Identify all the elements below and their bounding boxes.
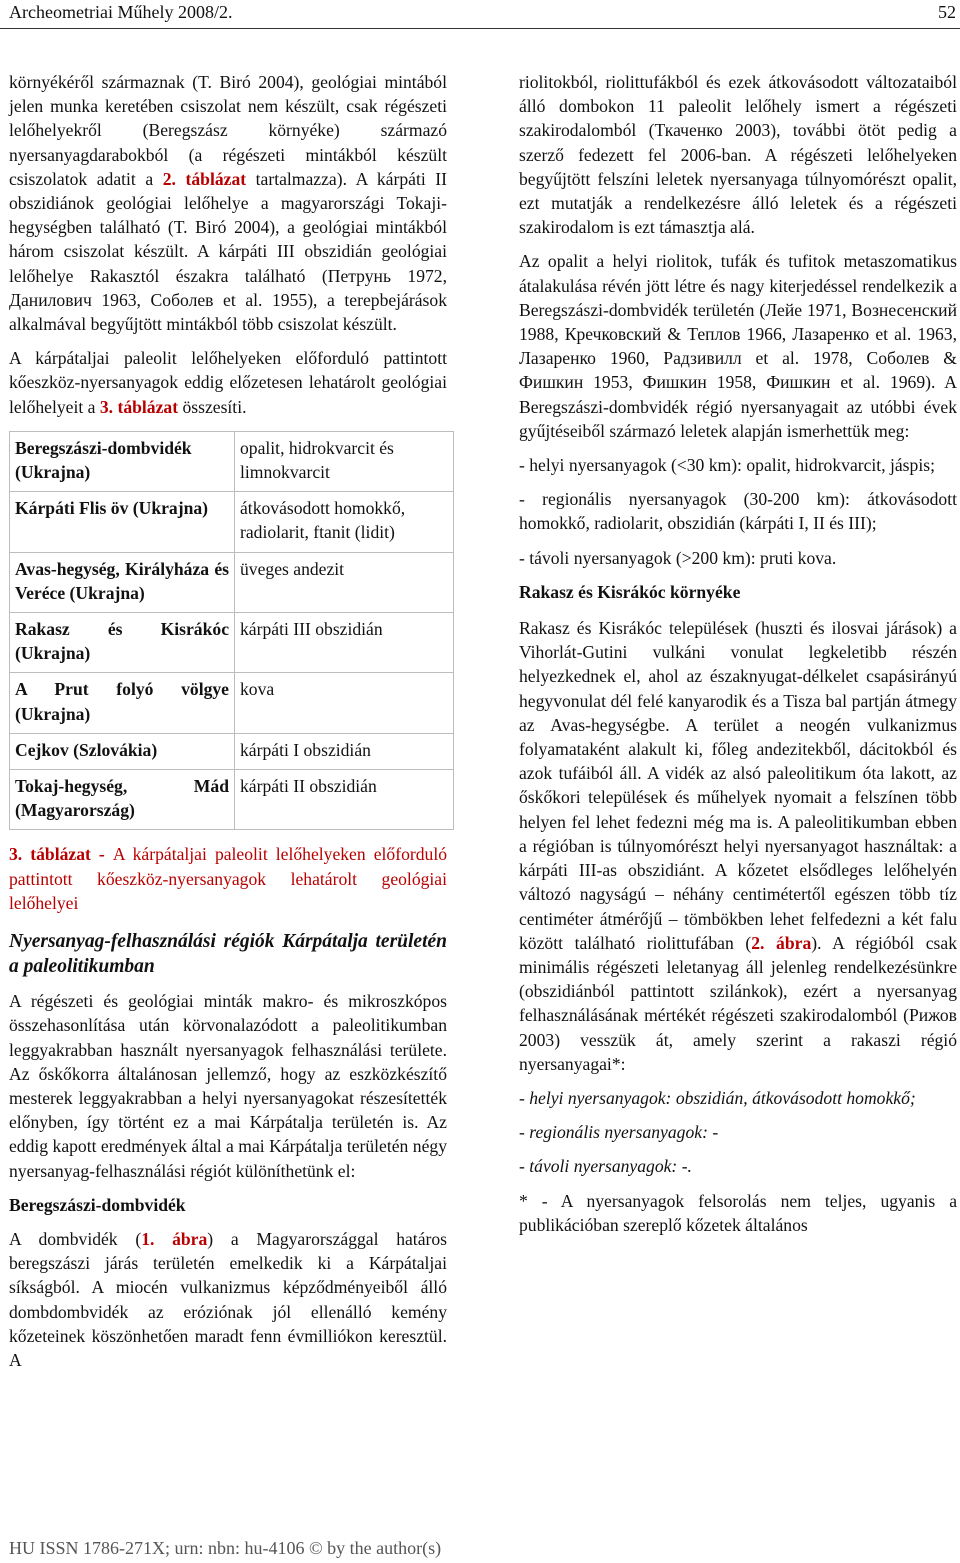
text-run: tartalmazza). A kárpáti II obszidiánok geológiai lelőhelye a magyarországi Tokaji-hegységben található (T. Biró 2004), a geológiai mintákból három csiszolat készült. A kárpáti III obszidián geológiai lelőhelye Rakasztól északra található (Петрунь 1972, Данилович 1963, Соболев et al. 1955), a terepbejárások alkalmával begyűjtött mintákból több csiszolat készült. [9,168,447,335]
text-run: ). A régióból csak minimális régészeti leletanyag áll jelenleg rendelkezésünkre (obszidiánból pattintott szilánkok), ezért a nyersanyag felhasználásának mértékét régészeti szakirodalomból (Рижов 2003) vesszük át, amely szerint a rakaszi régió nyersanyagai*: [519,932,957,1074]
table-row [10,431,454,491]
right-column [519,70,957,1237]
list-item: - távoli nyersanyagok (>200 km): pruti kova. [519,547,837,568]
footnote: * - A nyersanyagok felsorolás nem teljes, ugyanis a publikációban szereplő kőzetek általános [519,1190,957,1235]
table-row [10,673,454,733]
table-row [10,613,454,673]
page-footer: HU ISSN 1786-271X; urn: nbn: hu-4106 © by the author(s) [9,1538,442,1558]
header-rule [0,28,960,29]
caption-label: 3. táblázat - [9,844,113,865]
material-cell: üveges andezit [235,552,454,612]
region-cell: Kárpáti Flis öv (Ukrajna) [10,492,235,552]
paragraph: riolitokból, riolittufákból és ezek átkovásodott változataiból álló dombokon 11 paleolit lelőhely ismert a régészeti szakirodalomból (Ткаченко 2003), további ötöt pedig a szerző fedezett fel 2006-ban. A régészeti lelőhelyeken begyűjtött felszíni leletek nyersanyaga túlnyomórészt opalit, ezt mutatják a rendelkezésre álló leletek és a régészeti szakirodalom is ezt támasztja alá. [519,72,957,238]
list-item: - regionális nyersanyagok (30-200 km): átkovásodott homokkő, radiolarit, obszidián (kárpáti I, II és III); [519,489,957,534]
table-row [10,552,454,612]
material-cell: kova [235,673,454,733]
region-cell: Beregszászi-dombvidék (Ukrajna) [10,431,235,491]
raw-material-table [9,431,454,831]
text-run: Rakasz és Kisrákóc települések (huszti és ilosvai járások) a Vihorlát-Gutini vulkáni vonulat legkeletibb részén helyezkednek el, ahol az északnyugat-délkelet csapásirányú hegyvonulat dél felé kanyarodik és a Tisza bal partján átmegy az Avas-hegységbe. A terület a neogén vulkanizmus folyamataként alakult ki, főleg andezitekből, dácitokból és azok tufáiból áll. A vidék az alsó paleolitikum óta lakott, az őskőkori települések és műhelyek nyomait a felszínen több helyen fel lehet fedezni még ma is. A paleolitikumban ebben a régióban is túlnyomórészt helyi nyersanyagot használtak: a kárpáti III-as obszidiánt. A kőzetet elsődleges lelőhelyén változó nagyságú – néhány centimétertől egészen több tíz centiméter átmérőjű – tömbökben lehet felfedezni a két falu között található riolittufában ( [519,618,957,953]
list-item: - helyi nyersanyagok (<30 km): opalit, hidrokvarcit, jáspis; [519,455,935,476]
paragraph: A régészeti és geológiai minták makro- és mikroszkópos összehasonlítása után körvonalazódott a paleolitikumban leggyakrabban használt nyersanyagok felhasználási területe. Az őskőkorra általánosan jellemző, hogy az eszközkészítő mesterek leggyakrabban a helyi nyersanyagokat részesítették előnyben, így történt ez a mai Kárpátalja területén is. Az eddig kapott eredmények által a mai Kárpátalja területén négy nyersanyag-felhasználási régiót különíthetünk el: [9,991,447,1181]
material-cell: kárpáti II obszidián [235,770,454,830]
material-cell: opalit, hidrokvarcit és limnokvarcit [235,431,454,491]
paragraph [519,616,957,1076]
paragraph [9,1227,447,1372]
table-row [10,492,454,552]
table-reference-link[interactable]: 3. táblázat [99,396,179,417]
table-caption [9,842,447,915]
caption-text: A kárpátaljai paleolit lelőhelyeken előforduló pattintott kőeszköz-nyersanyagok lehatárolt geológiai lelőhelyei [9,844,448,913]
list-item: - regionális nyersanyagok: - [519,1122,719,1143]
material-cell: kárpáti I obszidián [235,733,454,769]
region-cell: Rakasz és Kisrákóc (Ukrajna) [10,613,235,673]
text-run: ) a Magyarországgal határos beregszászi járás területén emelkedik ki a Kárpátaljai síkságból. A miocén vulkanizmus képződményeiből álló dombdombvidék az eróziónak jól ellenálló kemény kőzeteinek köszönhetően maradt fenn évmilliókon keresztül. A [9,1228,448,1370]
paragraph: Az opalit a helyi riolitok, tufák és tufitok metaszomatikus átalakulása révén jött létre és nagy kiterjedéssel rendelkezik a Beregszászi-dombvidék területén (Лейе 1971, Вознесенский 1988, Кречковский & Теплов 1966, Лазаренко et al. 1963, Лазаренко 1960, Радзивилл et al. 1978, Соболев & Фишкин 1953, Фишкин 1958, Фишкин et al. 1969). A Beregszászi-dombvidék régió nyersanyagait az utóbbi évek gyűjtéseiből származó leletek alapján ismerhettük meg: [519,251,957,441]
paragraph [9,70,447,336]
text-run: környékéről származnak (T. Biró 2004), geológiai mintából jelen munka keretében csiszolat nem készült, csak régészeti lelőhelyekről (Beregszász környéke) származó nyersanyagdarabokból (a régészeti mintákból készült csiszolatok adatit a [9,72,447,189]
material-cell: átkovásodott homokkő, radiolarit, ftanit (lidit) [235,492,454,552]
region-cell: Cejkov (Szlovákia) [10,733,235,769]
section-heading: Nyersanyag-felhasználási régiók Kárpátalja területén a paleolitikumban [9,931,447,978]
subsection-heading: Rakasz és Kisrákóc környéke [519,581,741,602]
subsection-heading: Beregszászi-dombvidék [9,1194,186,1215]
material-cell: kárpáti III obszidián [235,613,454,673]
region-cell: A Prut folyó völgye (Ukrajna) [10,673,235,733]
left-column [9,70,447,1372]
table-row [10,733,454,769]
page-number: 52 [938,2,956,22]
figure-reference-link[interactable]: 2. ábra [751,932,812,953]
table-reference-link[interactable]: 2. táblázat [162,168,247,189]
text-run: összesíti. [178,396,247,417]
list-item: - helyi nyersanyagok: obszidián, átkovásodott homokkő; [519,1087,916,1108]
text-run: A dombvidék ( [9,1228,142,1249]
paragraph [9,346,447,419]
table-row [10,770,454,830]
list-item: - távoli nyersanyagok: -. [519,1156,692,1177]
journal-title: Archeometriai Műhely 2008/2. [9,2,233,22]
region-cell: Avas-hegység, Királyháza és Veréce (Ukrajna) [10,552,235,612]
figure-reference-link[interactable]: 1. ábra [141,1228,208,1249]
text-run: A kárpátaljai paleolit lelőhelyeken előforduló pattintott kőeszköz-nyersanyagok eddig előzetesen lehatárolt geológiai lelőhelyeit a [9,348,447,417]
page-header [0,0,960,32]
region-cell: Tokaj-hegység, Mád (Magyarország) [10,770,235,830]
